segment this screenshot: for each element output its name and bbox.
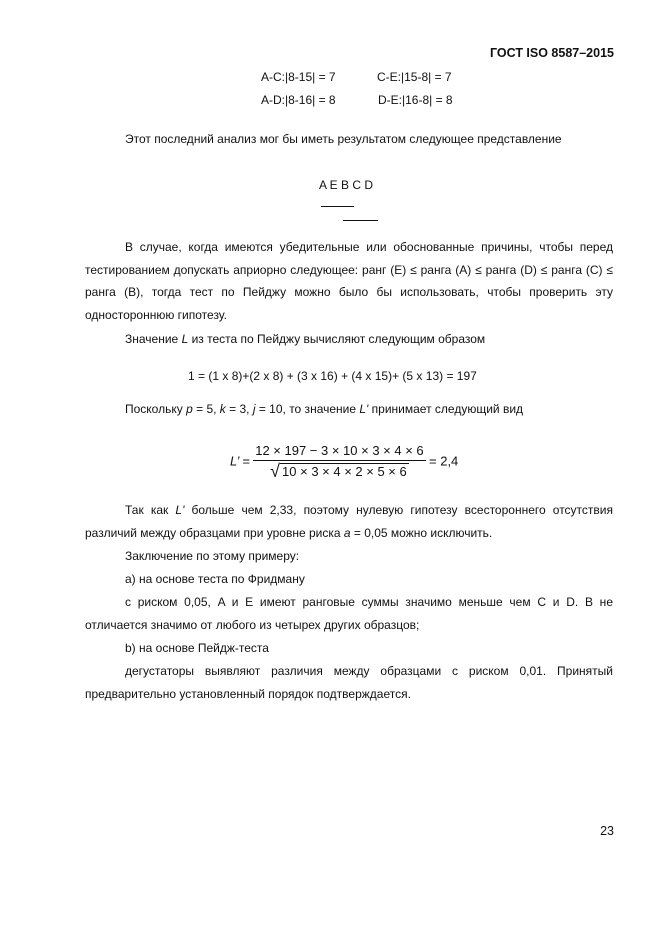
diff-ad: A-D:|8-16| = 8 (261, 93, 336, 107)
page-number: 23 (600, 824, 614, 838)
paragraph-analysis: Этот последний анализ мог бы иметь результатом следующее представление (125, 132, 562, 146)
ranking-underline-2 (343, 220, 378, 221)
formula-lhs: L’ = (230, 453, 250, 469)
paragraph-page-test: b) на основе Пейдж-теста (125, 641, 269, 655)
formula-radicand: 10 × 3 × 4 × 2 × 5 × 6 (282, 464, 407, 479)
equation-sum: 1 = (1 x 8)+(2 x 8) + (3 x 16) + (4 x 15)+ (5 x 13) = 197 (188, 369, 477, 383)
formula-denominator (270, 461, 409, 479)
formula-page-statistic (230, 443, 458, 479)
paragraph-parameters: Поскольку p = 5, k = 3, j = 10, то значение L' принимает следующий вид (125, 402, 524, 416)
formula-numerator: 12 × 197 − 3 × 10 × 3 × 4 × 6 (253, 443, 425, 461)
diff-ac: A-C:|8-15| = 7 (261, 70, 336, 84)
paragraph-friedman-result: с риском 0,05, A и E имеют ранговые суммы значимо меньше чем C и D. B не отличается значимо от любого из четырех других образцов; (85, 595, 613, 632)
paragraph-conclusion-test: Так как L' больше чем 2,33, поэтому нулевую гипотезу всестороннего отсутствия различий между образцами при уровне риска a = 0,05 можно исключить. (85, 503, 613, 540)
paragraph-page-value: Значение L из теста по Пейджу вычисляют следующим образом (125, 332, 486, 346)
paragraph-hypothesis: В случае, когда имеются убедительные или обоснованные причины, чтобы перед тестированием допускать априорно следующее: ранг (E) ≤ ранга (A) ≤ ранга (D) ≤ ранга (C) ≤ ранга (B), тогда тест по Пейджу можно было бы использовать, чтобы проверить эту одностороннюю гипотезу. (85, 240, 613, 322)
ranking-underline-1 (321, 206, 354, 207)
paragraph-example-conclusion: Заключение по этому примеру: (125, 549, 300, 563)
paragraph-friedman: a) на основе теста по Фридману (125, 572, 305, 586)
diff-de: D-E:|16-8| = 8 (378, 93, 453, 107)
paragraph-page-result: дегустаторы выявляют различия между образцами с риском 0,01. Принятый предварительно установленный порядок подтверждается. (85, 664, 613, 701)
document-header: ГОСТ ISO 8587–2015 (489, 46, 614, 60)
formula-result: = 2,4 (429, 453, 459, 469)
sqrt-icon: √ (270, 461, 281, 481)
diff-ce: C-E:|15-8| = 7 (377, 70, 452, 84)
formula-fraction (253, 443, 425, 479)
ranking-letters: A E B C D (319, 178, 374, 192)
